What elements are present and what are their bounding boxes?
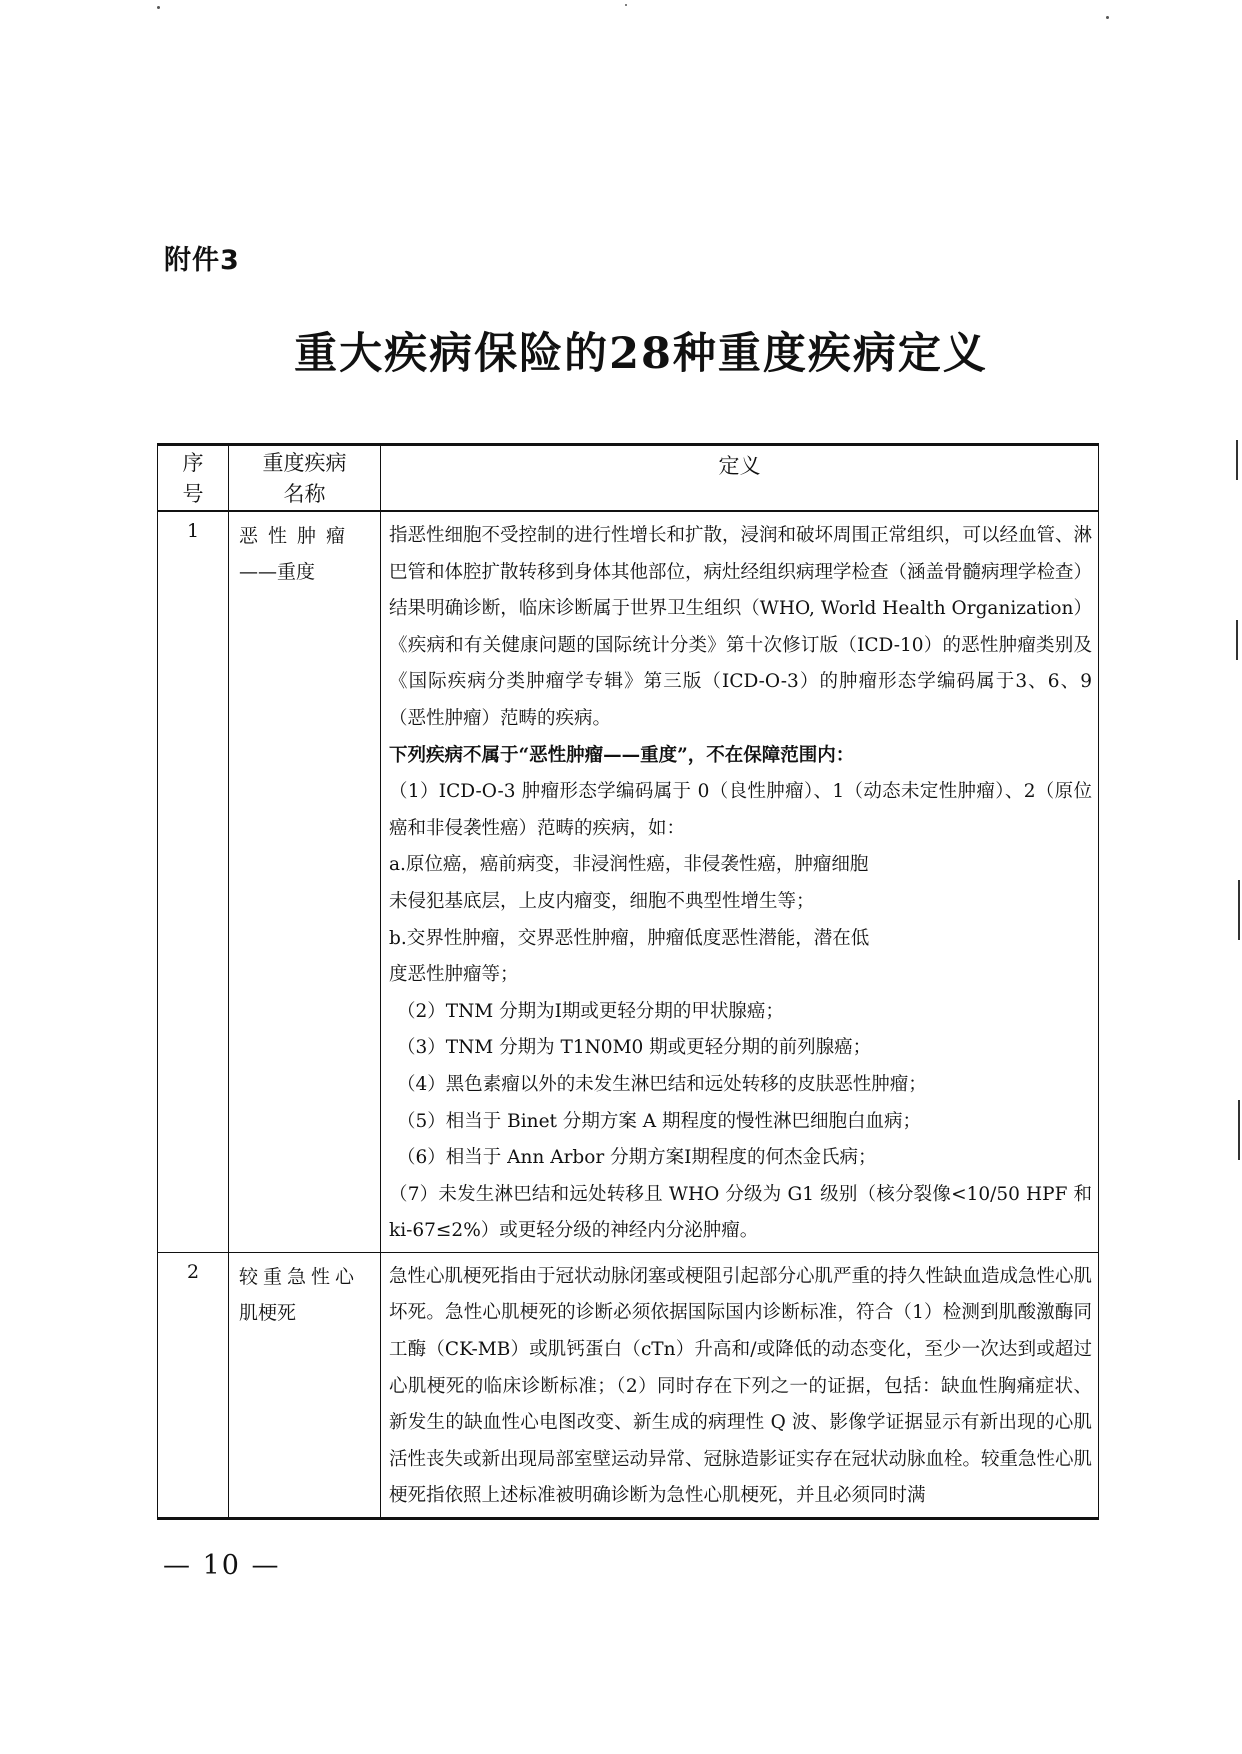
disease-name-line2: 肌梗死 (239, 1301, 297, 1324)
exclusion-item: （7）未发生淋巴结和远处转移且 WHO 分级为 G1 级别（核分裂像<10/50 HPF 和 ki-67≤2%）或更轻分级的神经内分泌肿瘤。 (389, 1183, 1092, 1242)
header-name-line1: 重度疾病 (262, 451, 347, 475)
exclusion-subitem: 未侵犯基底层，上皮内瘤变，细胞不典型性增生等； (389, 890, 815, 912)
header-number-line2: 号 (182, 482, 204, 506)
definition-paragraph: 急性心肌梗死指由于冠状动脉闭塞或梗阻引起部分心肌严重的持久性缺血造成急性心肌坏死。急性心肌梗死的诊断必须依据国际国内诊断标准，符合（1）检测到肌酸激酶同工酶（CK-MB）或肌钙蛋白（cTn）升高和/或降低的动态变化，至少一次达到或超过心肌梗死的临床诊断标准；（2）同时存在下列之一的证据，包括：缺血性胸痛症状、新发生的缺血性心电图改变、新生成的病理性 Q 波、影像学证据显示有新出现的心肌活性丧失或新出现局部室壁运动异常、冠脉造影证实存在冠状动脉血栓。较重急性心肌梗死指依照上述标准被明确诊断为急性心肌梗死，并且必须同时满 (389, 1265, 1093, 1507)
exclusion-item: （5）相当于 Binet 分期方案 A 期程度的慢性淋巴细胞白血病； (397, 1110, 921, 1132)
attachment-label: 附件3 (164, 245, 240, 276)
page-number: — 10 — (163, 1550, 281, 1581)
header-definition: 定义 (381, 445, 1099, 512)
row-definition (381, 1252, 1099, 1518)
scan-speck (1106, 16, 1109, 19)
exclusion-item: （6）相当于 Ann Arbor 分期方案Ⅰ期程度的何杰金氏病； (397, 1147, 877, 1169)
header-number-line1: 序 (182, 451, 204, 475)
exclusion-subitem: b.交界性肿瘤，交界恶性肿瘤，肿瘤低度恶性潜能，潜在低 (389, 927, 870, 949)
exclusion-item: （2）TNM 分期为Ⅰ期或更轻分期的甲状腺癌； (397, 1000, 784, 1022)
row-number: 2 (158, 1252, 229, 1518)
exclusion-subitem: 度恶性肿瘤等； (389, 964, 519, 986)
scan-edge-mark (1238, 880, 1240, 940)
row-disease-name (229, 1252, 381, 1518)
disease-name-line1: 恶性肿瘤 (239, 525, 356, 547)
disease-name-line1: 较重急性心 (239, 1265, 360, 1288)
scan-edge-mark (1236, 620, 1238, 660)
header-name-line2: 名称 (283, 482, 326, 506)
table-header-row (158, 445, 1099, 512)
scan-speck (625, 4, 627, 6)
scan-edge-mark (1236, 440, 1238, 480)
exclusion-item: （3）TNM 分期为 T1N0M0 期或更轻分期的前列腺癌； (397, 1037, 872, 1059)
disease-definitions-table (157, 443, 1099, 1520)
document-title: 重大疾病保险的28种重度疾病定义 (294, 329, 988, 379)
header-disease-name (229, 445, 381, 512)
row-number: 1 (158, 511, 229, 1252)
header-number (158, 445, 229, 512)
exclusion-item: （4）黑色素瘤以外的未发生淋巴结和远处转移的皮肤恶性肿瘤； (397, 1073, 927, 1095)
row-disease-name (229, 511, 381, 1252)
row-definition (381, 511, 1099, 1252)
exclusion-subitem: a.原位癌，癌前病变，非浸润性癌，非侵袭性癌，肿瘤细胞 (389, 854, 869, 876)
scan-speck (157, 6, 160, 9)
table-row (158, 511, 1099, 1252)
scan-edge-mark (1238, 1100, 1240, 1160)
definition-paragraph: 指恶性细胞不受控制的进行性增长和扩散，浸润和破坏周围正常组织，可以经血管、淋巴管和体腔扩散转移到身体其他部位，病灶经组织病理学检查（涵盖骨髓病理学检查）结果明确诊断，临床诊断属于世界卫生组织（WHO, World Health Organization）《疾病和有关健康问题的国际统计分类》第十次修订版（ICD-10）的恶性肿瘤类别及《国际疾病分类肿瘤学专辑》第三版（ICD-O-3）的肿瘤形态学编码属于3、6、9（恶性肿瘤）范畴的疾病。 (389, 525, 1093, 729)
disease-name-line2: ——重度 (239, 561, 316, 583)
exclusion-item: （1）ICD-O-3 肿瘤形态学编码属于 0（良性肿瘤）、1（动态未定性肿瘤）、2（原位癌和非侵袭性癌）范畴的疾病，如： (389, 781, 1092, 839)
table-row (158, 1252, 1099, 1518)
exclusion-intro: 下列疾病不属于“恶性肿瘤——重度”，不在保障范围内： (389, 744, 855, 766)
